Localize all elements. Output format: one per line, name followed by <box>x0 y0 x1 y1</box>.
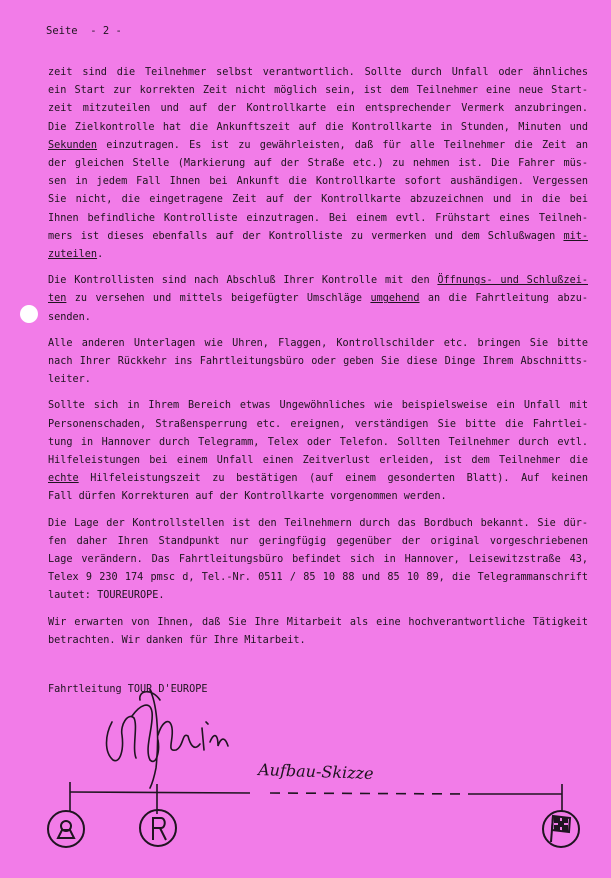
underlined-text: Öffnungs- und Schlußzei- <box>437 275 588 287</box>
sketch-label: Aufbau-Skizze <box>257 760 374 784</box>
text-segment: nach Ihrer Rückkehr ins Fahrtleitungsbüro oder geben Sie diese Dinge Ihrem Abschnitts- <box>48 356 588 368</box>
text-segment: Lage verändern. Das Fahrtleitungsbüro befindet sich in Hannover, Leisewitzstraße 43, <box>48 554 588 566</box>
text-segment: zeit mitzuteilen und auf der Kontrollkarte ein entsprechender Vermerk anzubringen. <box>48 103 588 115</box>
handwritten-signature <box>107 690 229 788</box>
text-segment: Telex 9 230 174 pmsc d, Tel.-Nr. 0511 / 85 10 88 und 85 10 89, die Telegrammanschrift <box>48 572 588 584</box>
text-segment: Hilfeleistungen bei einem Unfall einen Zeitverlust erleiden, ist dem Teilnehmer die <box>48 455 588 467</box>
text-segment: Sie nicht, die eingetragene Zeit auf der Kontrollkarte abzuzeichnen und in die bei <box>48 194 588 206</box>
text-segment: betrachten. Wir danken für Ihre Mitarbeit. <box>48 634 306 646</box>
text-segment: Alle anderen Unterlagen wie Uhren, Flaggen, Kontrollschilder etc. bringen Sie bitte <box>48 337 588 349</box>
text-segment: Ihnen befindliche Kontrolliste einzutragen. Bei einem evtl. Frühstart eines Teilneh- <box>48 212 588 224</box>
text-segment: . <box>97 249 104 261</box>
text-segment: Hilfeleistungszeit zu bestätigen (auf einem gesonderten Blatt). Auf keinen <box>78 473 588 485</box>
course-line <box>70 782 562 814</box>
underlined-text: umgehend <box>370 293 420 305</box>
text-segment: tung in Hannover durch Telegramm, Telex oder Telefon. Sollten Teilnehmer durch evtl. <box>48 436 588 448</box>
text-segment: Wir erwarten von Ihnen, daß Sie Ihre Mitarbeit als eine hochverantwortliche Tätigkeit <box>48 616 588 628</box>
text-segment: zu versehen und mittels beigefügter Umschläge <box>66 293 371 305</box>
text-segment: einzutragen. Es ist zu gewährleisten, daß für alle Teilnehmer die Zeit an <box>97 139 588 151</box>
text-segment: zeit sind die Teilnehmer selbst verantwortlich. Sollte durch Unfall oder ähnliches <box>48 67 588 78</box>
page-header: Seite - 2 - <box>46 25 122 37</box>
text-segment: Personenschaden, Straßensperrung etc. ereignen, verständigen Sie bitte die Fahrtlei- <box>48 418 588 430</box>
text-segment: an die Fahrtleitung abzu- <box>419 293 588 305</box>
text-segment: mers ist dieses ebenfalls auf der Kontrolliste zu vermerken und dem Schlußwagen <box>48 230 564 242</box>
underlined-text: mit- <box>563 230 588 242</box>
text-segment: Fall dürfen Korrekturen auf der Kontrollkarte vorgenommen werden. <box>48 491 447 503</box>
text-segment: senden. <box>48 311 91 323</box>
text-segment: Die Lage der Kontrollstellen ist den Teilnehmern durch das Bordbuch bekannt. Sie dür- <box>48 517 588 529</box>
text-segment: ein Start zur korrekten Zeit nicht möglich sein, ist dem Teilnehmer eine neue Start- <box>48 85 588 97</box>
start-marker-icon <box>48 811 84 847</box>
text-segment: Die Zielkontrolle hat die Ankunftszeit auf die Kontrollkarte in Stunden, Minuten und <box>48 121 588 133</box>
text-segment: der gleichen Stelle (Markierung auf der Straße etc.) zu nehmen ist. Die Fahrer müs- <box>48 158 588 170</box>
underlined-text: echte <box>48 473 79 485</box>
text-segment: Sollte sich in Ihrem Bereich etwas Ungewöhnliches wie beispielsweise ein Unfall mit <box>48 400 588 412</box>
underlined-text: zuteilen <box>48 249 98 261</box>
text-segment: sen in jedem Fall Ihnen bei Ankunft die Kontrollkarte sofort aushändigen. Vergessen <box>48 176 588 188</box>
text-segment: fen daher Ihren Standpunkt nur geringfügig gegenüber der original vorgeschriebenen <box>48 535 588 547</box>
underlined-text: ten <box>48 293 67 305</box>
underlined-text: Sekunden <box>48 139 98 151</box>
text-segment: lautet: TOUREUROPE. <box>48 590 165 602</box>
text-segment: Die Kontrollisten sind nach Abschluß Ihrer Kontrolle mit den <box>48 275 438 287</box>
control-marker-icon <box>140 810 176 846</box>
signature-block: Fahrtleitung TOUR D'EUROPE <box>48 684 208 695</box>
text-segment: leiter. <box>48 374 91 386</box>
finish-flag-icon <box>543 811 579 847</box>
